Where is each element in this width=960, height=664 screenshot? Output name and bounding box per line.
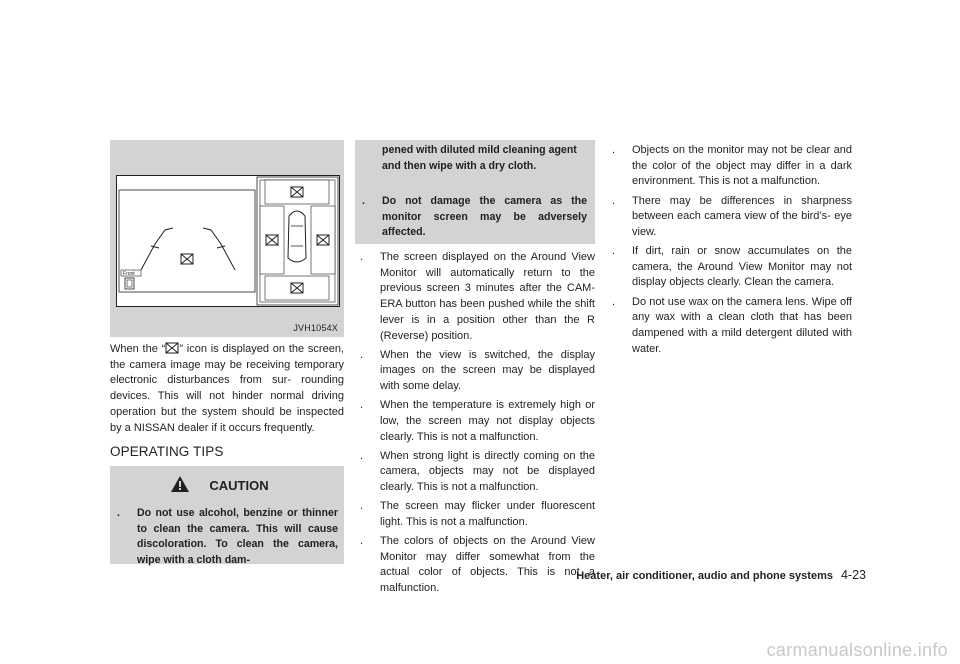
tip-item: . If dirt, rain or snow accumulates on the camera, the Around View Monitor may not display objects clearly. Clean the camera. bbox=[612, 245, 852, 289]
tip-item: . The screen may flicker under fluorescent light. This is not a malfunction. bbox=[360, 500, 595, 528]
tips-list-col3 bbox=[607, 143, 852, 361]
tip-item: . The colors of objects on the Around View Monitor may differ somewhat from the actual color of objects. This is not a malfunction. bbox=[360, 534, 595, 595]
intro-before-icon: When the “ bbox=[110, 343, 166, 355]
monitor-illustration bbox=[110, 140, 344, 337]
page-number: 4-23 bbox=[840, 568, 866, 582]
watermark: carmanualsonline.info bbox=[766, 640, 948, 660]
section-heading: OPERATING TIPS bbox=[110, 444, 224, 459]
caution-continued-box bbox=[355, 140, 595, 244]
caution-continued-text: pened with diluted mild cleaning agent and then wipe with a dry cloth. bbox=[382, 144, 577, 172]
tip-item: . Objects on the monitor may not be clear and the color of the object may differ in a dark environment. This is not a malfunction. bbox=[612, 144, 852, 188]
intro-after-icon: ” icon is displayed on the screen, the camera image may be receiving temporary electronic disturbances from sur- rounding devices. This will not hinder normal driving operation but the system should be inspected by a NISSAN dealer if it occurs frequently. bbox=[110, 343, 344, 434]
tip-item: . There may be differences in sharpness between each camera view of the bird’s- eye view. bbox=[612, 194, 852, 238]
intro-paragraph bbox=[110, 342, 344, 436]
caution-item: . Do not use alcohol, benzine or thinner to clean the camera. This will cause discoloration. To clean the camera, wipe with a cloth dam- bbox=[117, 507, 338, 566]
caution-title: CAUTION bbox=[209, 478, 269, 493]
camera-error-icon-inline bbox=[165, 342, 179, 354]
front-label-text: Front bbox=[123, 271, 135, 277]
page-footer bbox=[576, 568, 866, 582]
camera-switch-icon bbox=[125, 278, 134, 289]
footer-section-title: Heater, air conditioner, audio and phone systems bbox=[576, 570, 833, 582]
tip-item: . When strong light is directly coming on the camera, objects may not be displayed clearly. This is not a malfunction. bbox=[360, 449, 595, 494]
monitor-screen bbox=[116, 175, 340, 307]
tip-item: . Do not use wax on the camera lens. Wipe off any wax with a clean cloth that has been dampened with a mild detergent diluted with water. bbox=[612, 295, 852, 355]
tips-list-col2 bbox=[355, 250, 595, 600]
car-icon bbox=[288, 211, 306, 262]
tip-item: . When the temperature is extremely high or low, the screen may not display objects clearly. This is not a malfunction. bbox=[360, 399, 595, 443]
front-view-panel bbox=[119, 190, 255, 292]
caution-continued-list bbox=[357, 194, 587, 245]
tip-item: . The screen displayed on the Around View Monitor will automatically return to the previous screen 3 minutes after the CAM- ERA button has been pushed while the shift lever is in a position other than the R (Reverse) position. bbox=[360, 251, 595, 342]
monitor-drawing bbox=[117, 176, 339, 306]
caution-list bbox=[112, 506, 338, 572]
tip-item: . When the view is switched, the display images on the screen may be displayed with some delay. bbox=[360, 348, 595, 393]
caution-item: . Do not damage the camera as the monitor screen may be adversely affected. bbox=[362, 195, 587, 239]
figure-code: JVH1054X bbox=[293, 323, 338, 333]
caution-box bbox=[110, 466, 344, 564]
